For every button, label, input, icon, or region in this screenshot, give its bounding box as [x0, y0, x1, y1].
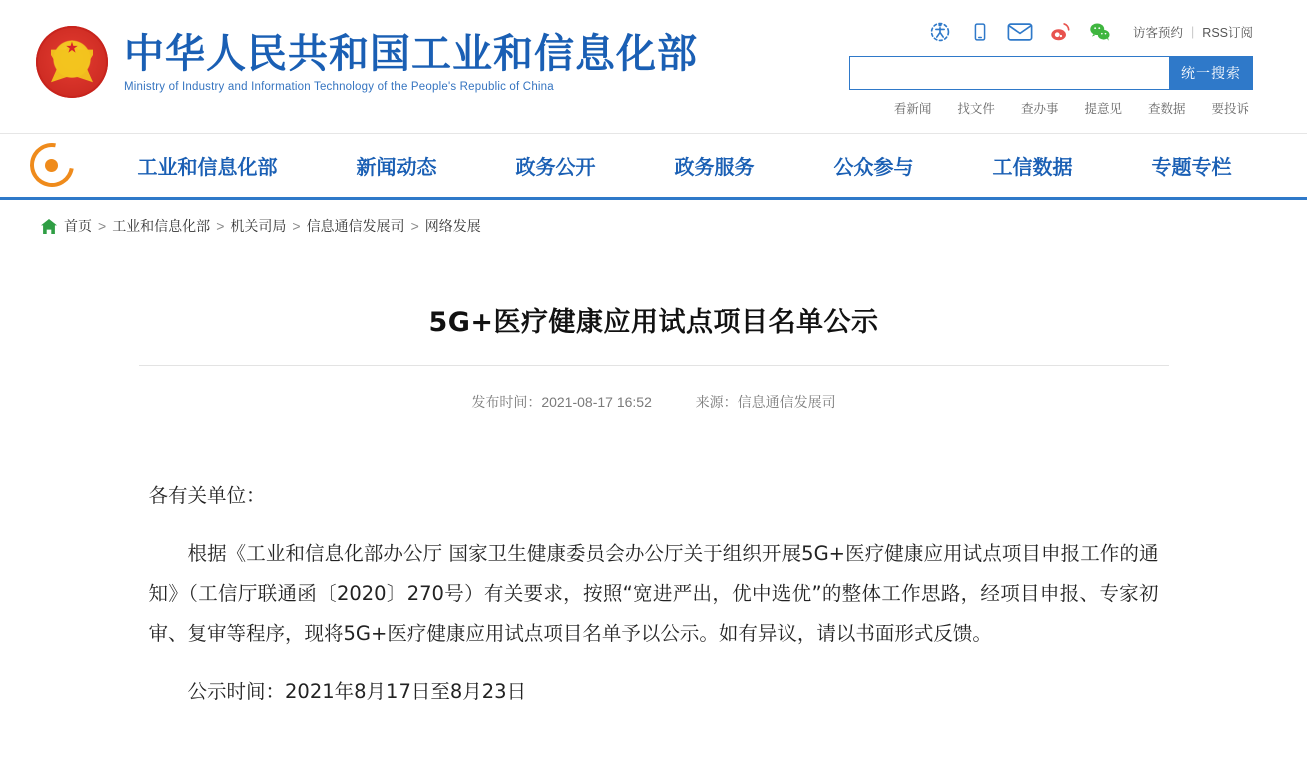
nav-item-list: [98, 151, 1307, 180]
quick-link-files[interactable]: 找文件: [957, 102, 995, 116]
site-branding[interactable]: [36, 26, 698, 98]
header-utility-area: [833, 18, 1253, 117]
nav-item-government-affairs[interactable]: 政务公开: [515, 155, 596, 179]
nav-item-data[interactable]: 工信数据: [992, 155, 1073, 179]
breadcrumb-separator: >: [98, 218, 107, 234]
article-paragraph: 公示时间：2021年8月17日至8月23日: [187, 679, 527, 703]
site-header: [0, 0, 1307, 133]
breadcrumb-separator: >: [216, 218, 225, 234]
miit-e-logo-icon[interactable]: [30, 143, 76, 189]
weibo-icon[interactable]: [1047, 20, 1073, 44]
search-bar: [833, 56, 1253, 90]
nav-item-special-topics[interactable]: 专题专栏: [1151, 155, 1232, 179]
breadcrumb-item-home[interactable]: 首页: [64, 218, 92, 234]
breadcrumb-item-ministry[interactable]: 工业和信息化部: [112, 218, 211, 234]
source-label: 来源：: [695, 394, 738, 410]
header-text-links: [1133, 23, 1253, 41]
breadcrumb-separator: >: [410, 218, 419, 234]
quick-link-news[interactable]: 看新闻: [893, 102, 932, 116]
page-title: 5G+医疗健康应用试点项目名单公示: [428, 307, 879, 338]
logo-dot-shape: [45, 159, 58, 172]
breadcrumb-item-departments[interactable]: 机关司局: [230, 218, 287, 234]
rss-link[interactable]: RSS订阅: [1202, 26, 1253, 40]
breadcrumb-item-network-dev[interactable]: 网络发展: [424, 218, 481, 234]
wechat-icon[interactable]: [1087, 20, 1113, 44]
visitor-reservation-link[interactable]: 访客预约: [1133, 26, 1184, 40]
search-input[interactable]: [849, 56, 1169, 90]
accessibility-icon[interactable]: [927, 20, 953, 44]
quick-links: [833, 99, 1253, 117]
main-navigation: [0, 133, 1307, 200]
source-value: 信息通信发展司: [737, 394, 836, 410]
nav-item-public-participation[interactable]: 公众参与: [833, 155, 914, 179]
breadcrumb-separator: >: [292, 218, 301, 234]
publish-time-label: 发布时间：: [471, 394, 542, 410]
article-paragraph: 根据《工业和信息化部办公厅 国家卫生健康委员会办公厅关于组织开展5G+医疗健康应用试点项目申报工作的通知》（工信厅联通函〔2020〕270号）有关要求，按照“宽进严出，优中选优”的整体工作思路，经项目申报、专家初审、复审等程序，现将5G+医疗健康应用试点项目名单予以公示。如有异议，请以书面形式反馈。: [148, 541, 1159, 645]
article-body: [139, 432, 1169, 712]
quick-link-feedback[interactable]: 提意见: [1084, 102, 1122, 116]
article-meta: [139, 365, 1169, 432]
email-icon[interactable]: [1007, 20, 1033, 44]
home-icon: [40, 219, 58, 234]
quick-link-data[interactable]: 查数据: [1147, 102, 1186, 116]
site-title-block: [124, 31, 698, 93]
quick-link-services[interactable]: 查办事: [1020, 102, 1059, 116]
nav-item-government-services[interactable]: 政务服务: [674, 155, 755, 179]
nav-item-news[interactable]: 新闻动态: [356, 155, 437, 179]
article: [139, 252, 1169, 712]
breadcrumb: [0, 200, 1307, 252]
emblem-star-icon: ★: [65, 39, 79, 57]
site-title-en: Ministry of Industry and Information Technology of the People's Republic of China: [124, 81, 554, 93]
site-title-cn: 中华人民共和国工业和信息化部: [124, 31, 698, 77]
national-emblem-icon: [36, 26, 108, 98]
quick-link-complaint[interactable]: 要投诉: [1211, 102, 1249, 116]
header-icon-row: [833, 18, 1253, 46]
search-button[interactable]: 统一搜索: [1169, 56, 1253, 90]
link-separator: |: [1191, 25, 1195, 39]
article-paragraph: 各有关单位：: [148, 484, 266, 507]
publish-time-value: 2021-08-17 16:52: [541, 394, 652, 410]
mobile-icon[interactable]: [967, 20, 993, 44]
nav-item-ministry[interactable]: 工业和信息化部: [137, 155, 278, 179]
breadcrumb-item-info-comm-dev[interactable]: 信息通信发展司: [306, 218, 405, 234]
